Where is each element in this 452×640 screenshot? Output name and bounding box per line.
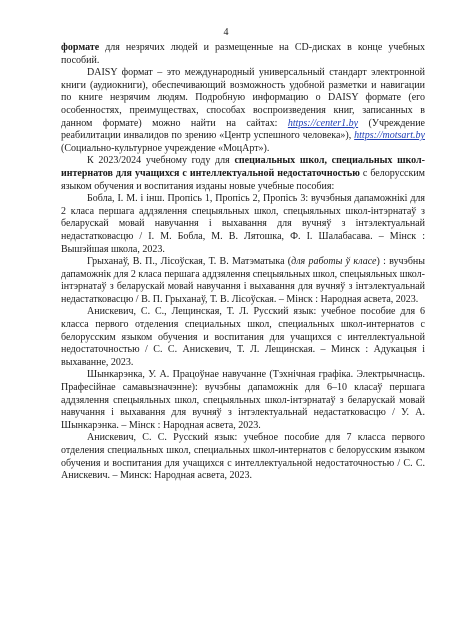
paragraph-daisy (61, 67, 425, 155)
bibliography-entry-grykhanau (61, 256, 425, 306)
bibliography-entry-bobla: Бобла, І. М. і інш. Пропісь 1, Пропісь 2, Пропісь 3: вучэбныя дапаможнікі для 2 класа першага аддзялення спецыяльных школ, спецыяльных школ-інтэрнатаў з беларускай мовай навучання і выхавання для вучняў з інтэлектуальнай недастатковасцю / І. М. Бобла, М. В. Лятошка, Ф. І. Шалабасава. – Мінск : Вышэйшая школа, 2023. (61, 193, 425, 255)
paragraph-text: (Социально-культурное учреждение «МоцАрт»). (61, 142, 270, 154)
bibliography-entry-aniskevich-7: Анискевич, С. С. Русский язык: учебное пособие для 7 класса первого отделения специальных школ, специальных школ-интернатов с белорусским языком обучения и воспитания для учащихся с интеллектуальной недостаточностью / С. С. Анискевич. – Минск: Народная асвета, 2023. (61, 432, 425, 482)
document-body (61, 42, 425, 483)
paragraph-text: ) : вучэбны дапаможнік для 2 класа першага аддзялення спецыяльных школ, спецыяльных школ-інтэрнатаў з беларускай мовай навучання і выхавання для вучняў з інтэлектуальнай недастатковасцю / В. П. Грыханаў, Т. В. Лісоўская. – Мінск : Народная асвета, 2023. (61, 256, 425, 305)
bibliography-entry-shynkarenka: Шынкарэнка, У. А. Працоўнае навучанне (Тэхнічная графіка. Электрычнасць. Прафесійнае самавызначэнне): вучэбны дапаможнік для 6–10 класаў першага аддзялення спецыяльных школ, спецыяльных школ-інтэрнатаў з беларускай мовай навучання і выхавання для вучняў з інтэлектуальнай недастатковасцю / У. А. Шынкарэнка. – Мінск : Народная асвета, 2023. (61, 369, 425, 431)
paragraph-text: DAISY формат – это международный универсальный стандарт электронной книги (аудиокниги), обеспечивающий возможность удобной разметки и навигации по книге незрячим людям. Подробную информацию о DAISY формате (его особенностях, преимуществах, способах воспроизведения книг, записанных в данном формате) можно найти на сайтах: (61, 67, 425, 129)
paragraph-text: для незрячих людей и размещенные на CD-дисках в конце учебных пособий. (61, 42, 425, 66)
paragraph-text: (Учреждение реабилитации инвалидов по зрению «Центр успешного человека»), (61, 117, 425, 142)
paragraph-text: с белорусским языком обучения и воспитания изданы новые учебные пособия: (61, 167, 425, 192)
link-center1[interactable]: https://center1.by (287, 117, 359, 129)
link-motsart[interactable]: https://motsart.by (354, 130, 425, 142)
paragraph-text: К 2023/2024 учебному году для (87, 155, 235, 167)
paragraph-new-books-intro (61, 155, 425, 193)
paragraph-text: Грыханаў, В. П., Лісоўская, Т. В. Матэматыка ( (87, 256, 292, 268)
paragraph-formats (61, 42, 425, 67)
bold-term-format: формате (61, 42, 100, 53)
bibliography-entry-aniskevich-6: Анискевич, С. С., Лещинская, Т. Л. Русский язык: учебное пособие для 6 класса первого отделения специальных школ, специальных школ-интернатов с белорусским языком обучения и воспитания для учащихся с интеллектуальной недостаточностью / С. С. Анискевич, Т. Л. Лещинская. – Минск : Адукацыя і выхаванне, 2023. (61, 306, 425, 368)
bold-school-types: специальных школ, специальных школ-интернатов для учащихся с интеллектуальной недостаточностью (61, 155, 425, 179)
page-number: 4 (223, 27, 229, 38)
italic-note: для работы ў класе (291, 256, 377, 268)
